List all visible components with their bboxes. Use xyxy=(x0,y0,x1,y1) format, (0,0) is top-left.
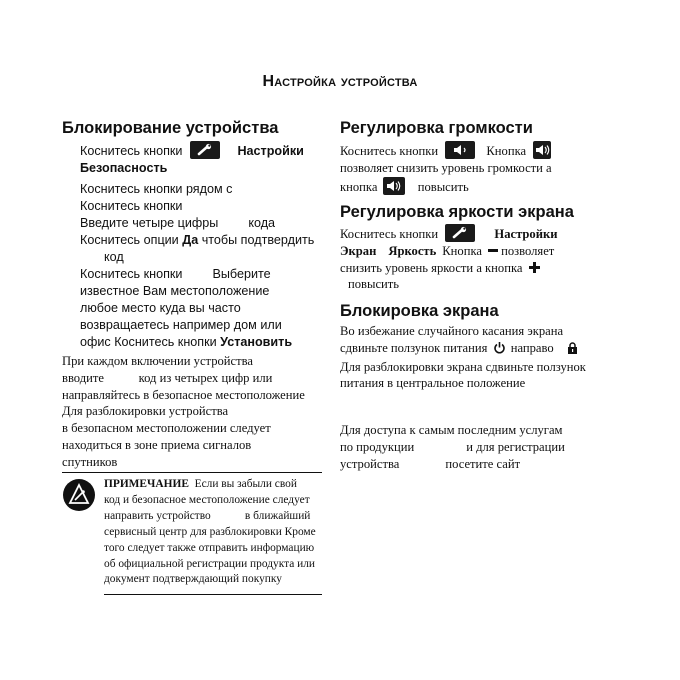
note-bottom-rule xyxy=(104,594,322,595)
yes-label: Да xyxy=(182,233,199,247)
volume-text-d: повысить xyxy=(417,179,469,194)
step4-text-a: Коснитесь кнопки xyxy=(80,267,183,281)
power-icon xyxy=(493,341,506,359)
note-line: направить устройство в ближайший xyxy=(104,509,311,522)
volume-up-icon xyxy=(533,141,551,159)
reg-text-b: и для регистрации xyxy=(466,439,565,454)
note-line: документ подтверждающий покупку xyxy=(104,573,282,586)
note-text xyxy=(104,477,316,588)
para-line: спутников xyxy=(62,454,118,469)
secure-location-paragraph xyxy=(62,353,305,471)
step-3 xyxy=(80,215,314,266)
settings-label: Настройки xyxy=(494,227,558,241)
set-label: Установить xyxy=(220,335,293,349)
lock-icon xyxy=(567,342,578,359)
volume-line2: позволяет снизить уровень громкости а xyxy=(340,160,552,175)
note-first: Если вы забыли свой xyxy=(188,478,297,490)
reg-text-a: по продукции xyxy=(340,439,415,454)
step-1 xyxy=(80,141,304,177)
screen-label: Экран xyxy=(340,243,377,258)
volume-up-icon xyxy=(383,177,405,195)
registration-text xyxy=(340,422,565,472)
warning-icon xyxy=(62,478,96,512)
minus-icon xyxy=(488,249,498,252)
wrench-icon xyxy=(445,224,475,242)
note-line: код и безопасное местоположение следует xyxy=(104,493,310,506)
para-line: вводите код из четырех цифр или xyxy=(62,370,273,385)
note-line: того следует также отправить информацию xyxy=(104,541,315,554)
volume-down-icon xyxy=(445,141,475,159)
step3-text-b: кода xyxy=(248,216,276,230)
reg-text-d: посетите сайт xyxy=(445,456,521,471)
step4-line4: возвращаетесь например дом или xyxy=(80,318,282,332)
step4-line2: известное Вам местоположение xyxy=(80,284,270,298)
step3-text-c: Коснитесь опции xyxy=(80,233,183,247)
step2-line1: Коснитесь кнопки рядом с xyxy=(80,182,233,196)
bright-text-b: Кнопка xyxy=(442,243,482,258)
volume-text-a: Коснитесь кнопки xyxy=(340,144,439,158)
bright-line3: снизить уровень яркости а кнопка xyxy=(340,260,523,275)
step4-text-b: Выберите xyxy=(212,267,271,281)
para-line: находиться в зоне приема сигналов xyxy=(62,437,252,452)
note-line: сервисный центр для разблокировки Кроме xyxy=(104,525,316,538)
volume-text xyxy=(340,141,552,195)
para-line: направляйтесь в безопасное местоположение xyxy=(62,387,305,402)
step2-line2: Коснитесь кнопки xyxy=(80,199,183,213)
note-top-rule xyxy=(62,472,322,473)
brightness-label: Яркость xyxy=(388,243,437,258)
volume-text-c: кнопка xyxy=(340,179,378,194)
brightness-text xyxy=(340,224,558,293)
note-line: об официальной регистрации продукта или xyxy=(104,557,315,570)
volume-text-b: Кнопка xyxy=(486,144,527,158)
reg-text-c: устройства xyxy=(340,456,400,471)
step4-text-c: офис Коснитесь кнопки xyxy=(80,335,221,349)
lock-line4: питания в центральное положение xyxy=(340,376,526,391)
device-lock-heading: Блокирование устройства xyxy=(62,119,279,137)
step3-code: код xyxy=(104,250,124,264)
screen-lock-text xyxy=(340,323,586,392)
step-2 xyxy=(80,181,232,215)
step4-line3: любое место куда вы часто xyxy=(80,301,241,315)
lock-line1: Во избежание случайного касания экрана xyxy=(340,324,564,338)
step3-text-d: чтобы подтвердить xyxy=(198,233,315,247)
brightness-heading: Регулировка яркости экрана xyxy=(340,203,574,221)
step1-text: Коснитесь кнопки xyxy=(80,144,183,158)
lock-line2b: направо xyxy=(510,340,554,355)
bright-text-c: позволяет xyxy=(501,243,555,258)
step-4 xyxy=(80,266,292,351)
note-label: ПРИМЕЧАНИЕ xyxy=(104,478,189,490)
para-line: Для разблокировки устройства xyxy=(62,404,229,419)
para-line: При каждом включении устройства xyxy=(62,354,253,368)
step3-text-a: Введите четыре цифры xyxy=(80,216,219,230)
lock-line3: Для разблокировки экрана сдвиньте ползунок xyxy=(340,359,586,374)
volume-heading: Регулировка громкости xyxy=(340,119,533,137)
plus-icon xyxy=(529,262,540,273)
wrench-icon xyxy=(190,141,220,159)
lock-line2: сдвиньте ползунок питания xyxy=(340,340,488,355)
screen-lock-heading: Блокировка экрана xyxy=(340,302,499,320)
bright-line4: повысить xyxy=(348,277,400,292)
para-line: в безопасном местоположении следует xyxy=(62,421,271,436)
settings-label: Настройки xyxy=(237,144,304,158)
bright-text-a: Коснитесь кнопки xyxy=(340,227,439,241)
security-label: Безопасность xyxy=(80,161,168,175)
reg-line1: Для доступа к самым последним услугам xyxy=(340,423,563,437)
page-title: Настройка устройства xyxy=(262,73,418,90)
